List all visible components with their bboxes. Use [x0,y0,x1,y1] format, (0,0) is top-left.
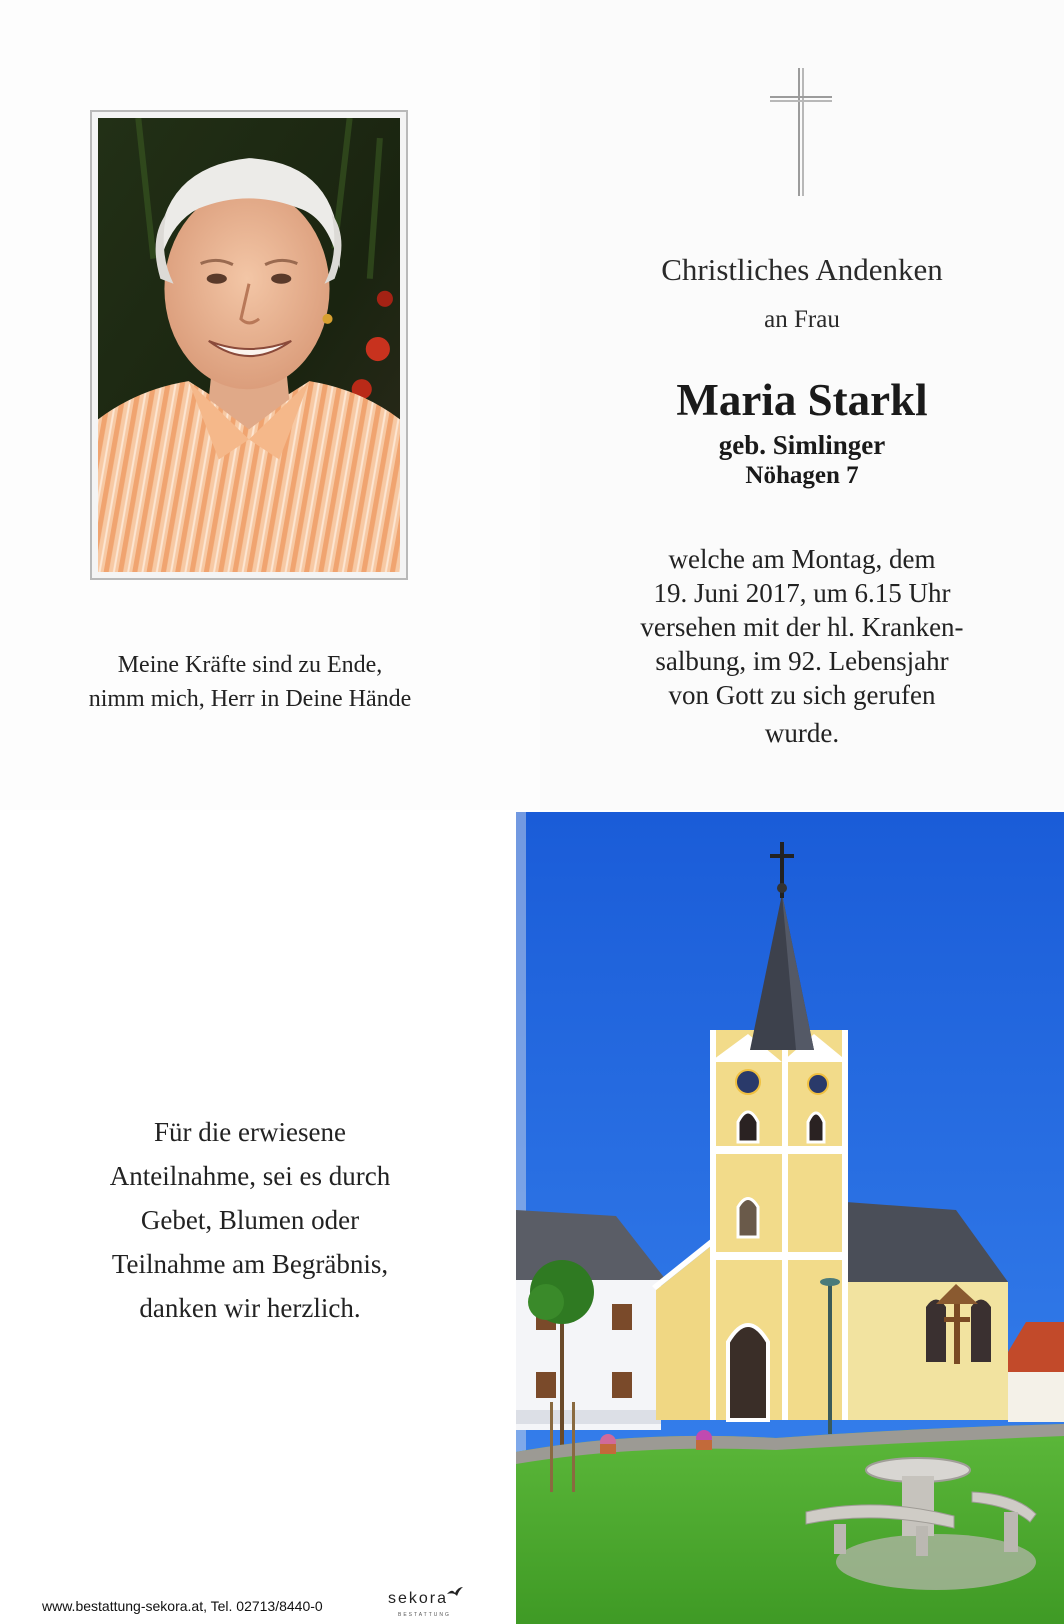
thanks-line: Für die erwiesene [154,1117,346,1147]
death-line: salbung, im 92. Lebensjahr [655,646,949,676]
thanks-line: Gebet, Blumen oder [140,1205,360,1235]
salutation: an Frau [764,306,840,333]
maiden-name: geb. Simlinger [718,430,886,460]
brand-logo: sekora [388,1590,449,1607]
cross-icon [770,68,832,196]
portrait-photo [90,110,408,580]
portrait-panel [0,0,540,810]
thanks-text [0,1110,500,1330]
death-line: wurde. [764,718,840,748]
thanks-line: danken wir herzlich. [139,1293,361,1323]
death-line: von Gott zu sich gerufen [668,680,936,710]
thanks-line: Anteilnahme, sei es durch [109,1161,391,1191]
address: Nöhagen 7 [745,462,859,489]
thanks-line: Teilnahme am Begräbnis, [111,1249,389,1279]
bird-logo-icon [446,1586,464,1598]
quote-text [0,648,500,716]
deceased-name: Maria Starkl [676,375,928,425]
quote-line: Meine Kräfte sind zu Ende, [117,652,383,678]
memorial-heading: Christliches Andenken [661,252,943,287]
brand-subtitle: BESTATTUNG [398,1612,451,1618]
memorial-panel [540,0,1064,810]
death-line: versehen mit der hl. Kranken- [640,612,964,642]
death-line: 19. Juni 2017, um 6.15 Uhr [653,578,951,608]
church-photo [516,812,1064,1624]
death-line: welche am Montag, dem [668,544,936,574]
death-notice [540,542,1064,750]
footer-contact: www.bestattung-sekora.at, Tel. 02713/8440-0 [42,1598,323,1614]
quote-line: nimm mich, Herr in Deine Hände [88,686,412,712]
